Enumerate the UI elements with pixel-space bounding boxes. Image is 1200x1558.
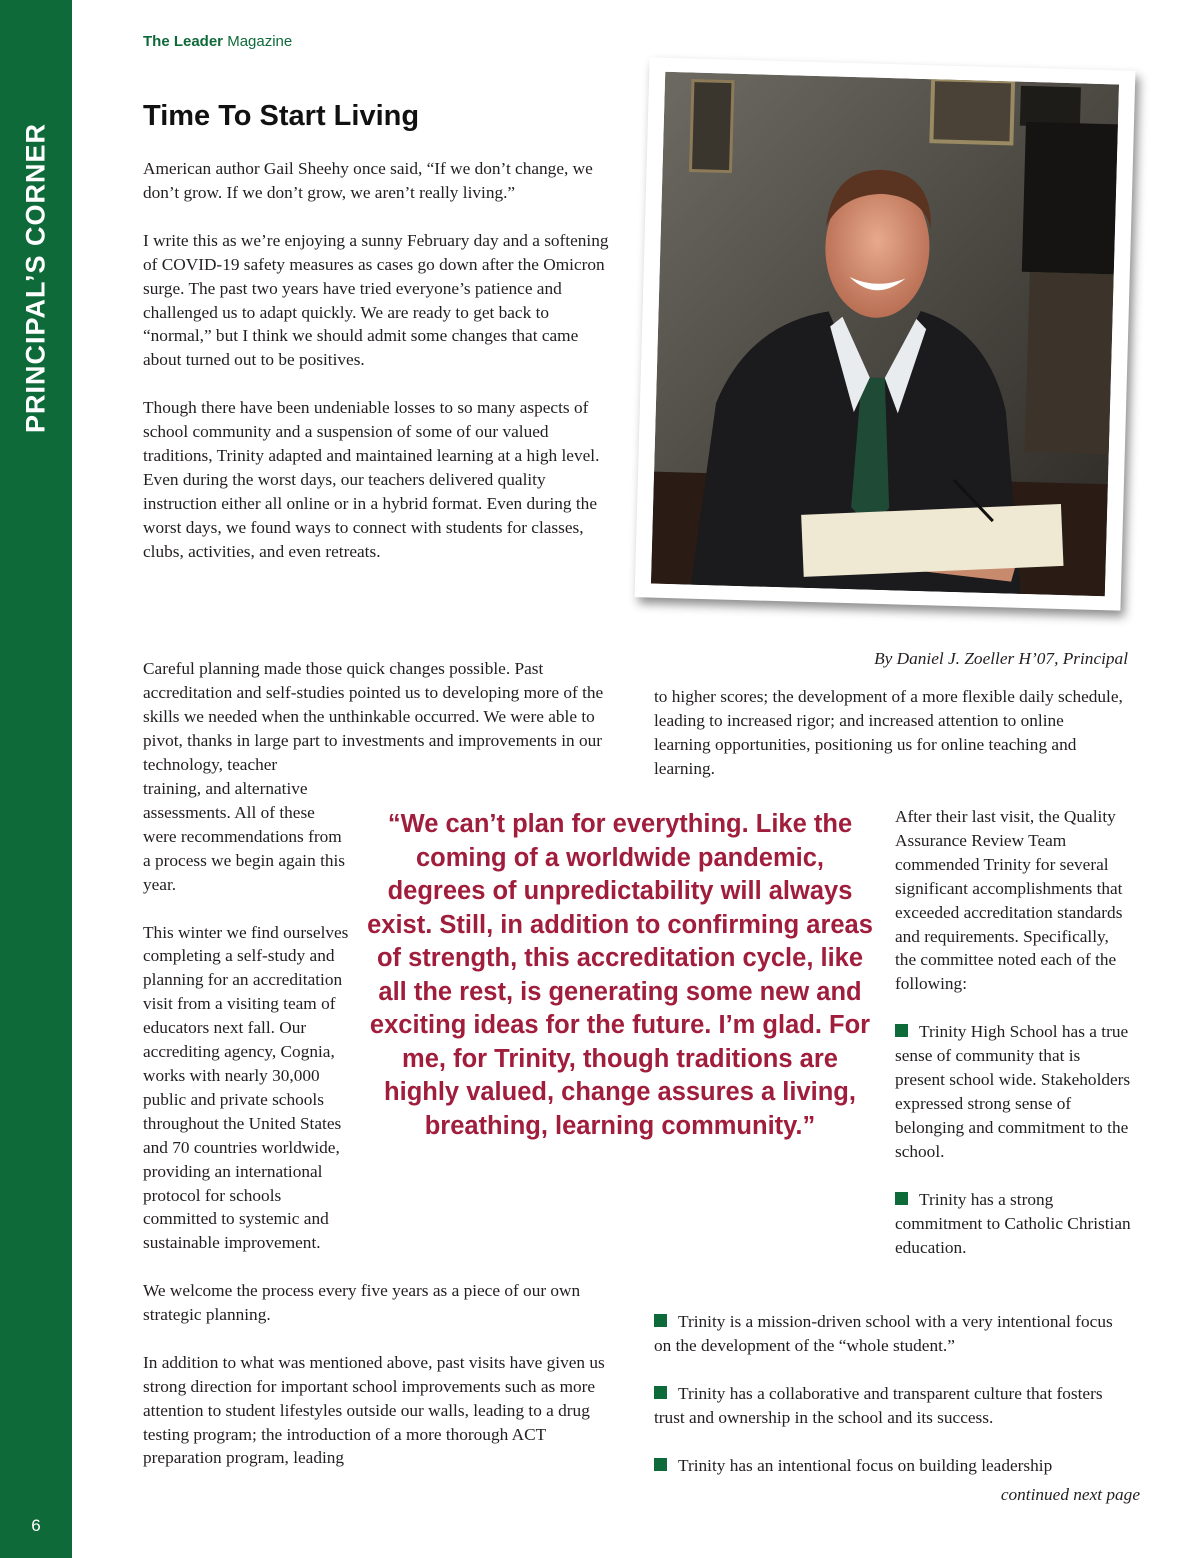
byline: By Daniel J. Zoeller H’07, Principal [874, 649, 1128, 668]
column-2-continuation: to higher scores; the development of a more flexible daily schedule, leading to increased rigor; and increased attention to online learning opportunities, positioning us for online teaching and learning. [654, 687, 1123, 778]
page-number: 6 [31, 1516, 41, 1535]
masthead [143, 33, 292, 50]
square-bullet-icon [654, 1386, 667, 1399]
paragraph: I write this as we’re enjoying a sunny February day and a softening of COVID-19 safety measures as cases go down after the Omicron surge. The past two years have tried everyone’s patience and challenged us to adapt quickly. We are ready to get back to “normal,” but I think we should admit some changes that came about turned out to be positives. [143, 230, 609, 370]
section-title: PRINCIPAL’S CORNER [20, 122, 51, 434]
column-2-narrow [895, 805, 1131, 1259]
column-1-bottom [143, 1279, 615, 1470]
bullet-text: Trinity is a mission-driven school with a very intentional focus on the development of the “whole student.” [654, 1312, 1113, 1355]
bullet-item [895, 1020, 1131, 1163]
column-1-narrow [143, 777, 351, 1255]
paragraph: We welcome the process every five years as a piece of our own strategic planning. [143, 1281, 581, 1324]
bullet-item [654, 1454, 1124, 1478]
article-title: Time To Start Living [143, 100, 420, 132]
principal-photo-image [651, 72, 1119, 596]
bullet-item [654, 1310, 1124, 1358]
square-bullet-icon [654, 1458, 667, 1471]
bullet-text: Trinity has a collaborative and transparent culture that fosters trust and ownership in the school and its success. [654, 1383, 1103, 1427]
bullet-text: Trinity High School has a true sense of community that is present school wide. Stakeholders expressed strong sense of belonging and commitment to the school. [895, 1022, 1131, 1161]
paragraph: After their last visit, the Quality Assurance Review Team commended Trinity for several significant accomplishments that exceeded accreditation standards and requirements. Specifically, the committee noted each of the following: [895, 807, 1123, 994]
paragraph: Though there have been undeniable losses to so many aspects of school community and a suspension of some of our valued traditions, Trinity adapted and maintained learning at a high level. Even during the worst days, our teachers delivered quality instruction either all online or in a hybrid format. Even during the worst days, we found ways to connect with students for classes, clubs, activities, and even retreats. [143, 398, 600, 561]
pull-quote: “We can’t plan for everything. Like the coming of a worldwide pandemic, degrees of unpredictability will always exist. Still, in addition to confirming areas of strength, this accreditation cycle, like all the rest, is generating some new and exciting ideas for the future. I’m glad. For me, for Trinity, though traditions are highly valued, change assures a living, breathing, learning community.” [367, 810, 873, 1140]
bullet-item [895, 1188, 1131, 1260]
column-2-bottom [654, 1310, 1124, 1478]
bullet-text: Trinity has an intentional focus on building leadership [678, 1455, 1053, 1475]
column-1-top [143, 157, 615, 564]
continued-note: continued next page [1000, 1485, 1140, 1504]
bullet-item [654, 1382, 1124, 1430]
masthead-suffix: Magazine [227, 33, 293, 50]
square-bullet-icon [895, 1192, 908, 1205]
square-bullet-icon [654, 1314, 667, 1327]
paragraph: This winter we find ourselves completing a self-study and planning for an accreditation visit from a visiting team of educators next fall. Our accrediting agency, Cognia, works with nearly 30,000 public and private schools throughout the United States and 70 countries worldwide, providing an international protocol for schools committed to systemic and sustainable improvement. [143, 922, 349, 1253]
principal-photo [635, 57, 1136, 610]
sidebar [0, 0, 72, 1558]
square-bullet-icon [895, 1024, 908, 1037]
paragraph: training, and alternative assessments. All of these were recommendations from a process we begin again this year. [143, 779, 346, 894]
bullet-text: Trinity has a strong commitment to Catholic Christian education. [895, 1189, 1131, 1257]
paragraph: American author Gail Sheehy once said, “If we don’t change, we don’t grow. If we don’t grow, we aren’t really living.” [143, 159, 593, 202]
paragraph-wide: Careful planning made those quick changes possible. Past accreditation and self-studies pointed us to developing more of the skills we needed when the unthinkable occurred. We were able to pivot, thanks in large part to investments and improvements in our technology, teacher [143, 659, 604, 774]
masthead-brand: The Leader [143, 33, 224, 50]
paragraph: In addition to what was mentioned above, past visits have given us strong direction for important school improvements such as more attention to student lifestyles outside our walls, leading to a drug testing program; the introduction of a more thorough ACT preparation program, leading [143, 1352, 605, 1468]
